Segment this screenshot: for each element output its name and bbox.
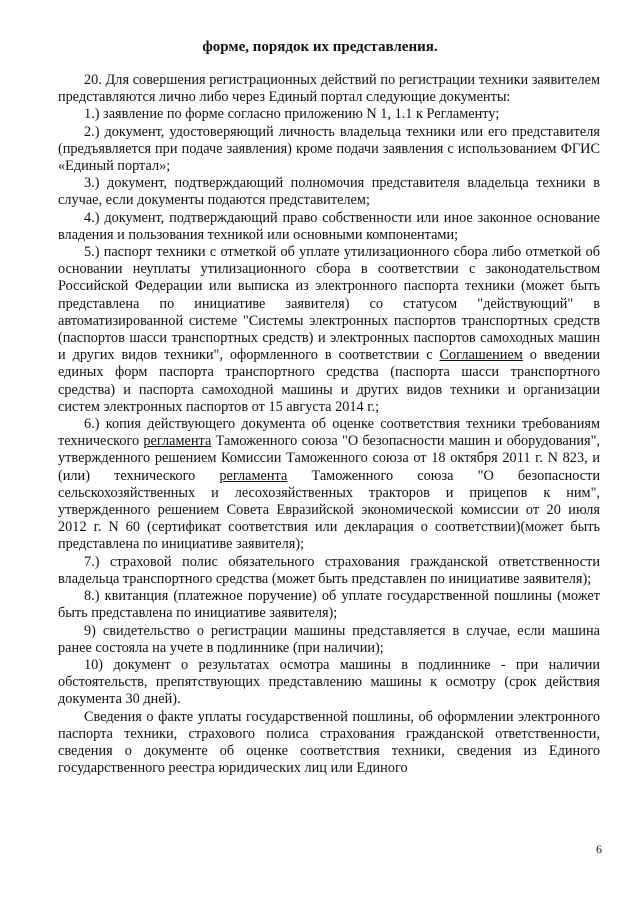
paragraph-item-10: 10) документ о результатах осмотра машины в подлиннике - при наличии обстоятельств, препятствующих представлению машины к осмотру (срок действия документа 30 дней). <box>58 656 600 708</box>
paragraph-item-6-text-a: 6.) копия действующего документа об оценке соответствия техники требованиям технического <box>58 416 600 450</box>
paragraph-item-1: 1.) заявление по форме согласно приложению N 1, 1.1 к Регламенту; <box>84 106 500 123</box>
paragraph-item-9: 9) свидетельство о регистрации машины представляется в случае, если машина ранее состояла на учете в подлиннике (при наличии); <box>58 622 600 656</box>
paragraph-item-5-text-b: о введении единых форм паспорта транспортного средства (паспорта шасси транспортного средства) и паспорта самоходной машины и других видов техники и организации систем электронных паспортов от 15 августа 2014 г.; <box>58 347 600 415</box>
link-regulation-machinery[interactable]: регламента <box>143 433 212 450</box>
paragraph-item-6 <box>58 416 600 554</box>
paragraph-item-6-text-c: Таможенного союза "О безопасности сельскохозяйственных и лесохозяйственных тракторов и прицепов к ним", утвержденного решением Совета Евразийской экономической комиссии от 20 июля 2012 г. N 60 (сертификат соответствия или декларация о соответствии)(может быть представлена по инициативе заявителя); <box>58 467 600 553</box>
body-text <box>58 72 600 777</box>
paragraph-item-2: 2.) документ, удостоверяющий личность владельца техники или его представителя (предъявляется при подаче заявления) кроме подачи заявления с использованием ФГИС «Единый портал»; <box>58 123 600 175</box>
paragraph-item-8: 8.) квитанция (платежное поручение) об уплате государственной пошлины (может быть представлена по инициативе заявителя); <box>58 588 600 622</box>
link-regulation-tractors[interactable]: регламента <box>219 467 288 484</box>
page-number: 6 <box>596 842 602 856</box>
paragraph-item-5-text-a: 5.) паспорт техники с отметкой об уплате утилизационного сбора либо отметкой об основании неуплаты утилизационного сбора в соответствии с законодательством Российской Федерации или выписка из электронного паспорта техники (может быть представлена по инициативе заявителя) со статусом "действующий" в автоматизированной системе "Системы электронных паспортов транспортных средств (паспортов шасси транспортных средств) и электронных паспортов самоходных машин и других видов техники", оформленного в соответствии с <box>58 244 600 364</box>
paragraph-item-6-text-b: Таможенного союза "О безопасности машин и оборудования", утвержденного решением Комиссии Таможенного союза от 18 октября 2011 г. N 823, и (или) технического <box>58 433 600 484</box>
paragraph-item-5 <box>58 244 600 416</box>
paragraph-20-intro: 20. Для совершения регистрационных действий по регистрации техники заявителем представляются лично либо через Единый портал следующие документы: <box>58 72 600 106</box>
paragraph-item-4: 4.) документ, подтверждающий право собственности или иное законное основание владения и пользования техникой или основными компонентами; <box>58 209 600 243</box>
paragraph-item-7: 7.) страховой полис обязательного страхования гражданской ответственности владельца транспортного средства (может быть представлен по инициативе заявителя); <box>58 553 600 587</box>
paragraph-information: Сведения о факте уплаты государственной пошлины, об оформлении электронного паспорта техники, страхового полиса страхования гражданской ответственности, сведения о документе об оценке соответствия техники, сведения из Единого государственного реестра юридических лиц или Единого <box>58 708 600 777</box>
section-heading: форме, порядок их представления. <box>202 39 438 55</box>
paragraph-item-3: 3.) документ, подтверждающий полномочия представителя владельца техники в случае, если документы подаются представителем; <box>58 175 600 209</box>
link-agreement[interactable]: Соглашением <box>439 347 523 364</box>
